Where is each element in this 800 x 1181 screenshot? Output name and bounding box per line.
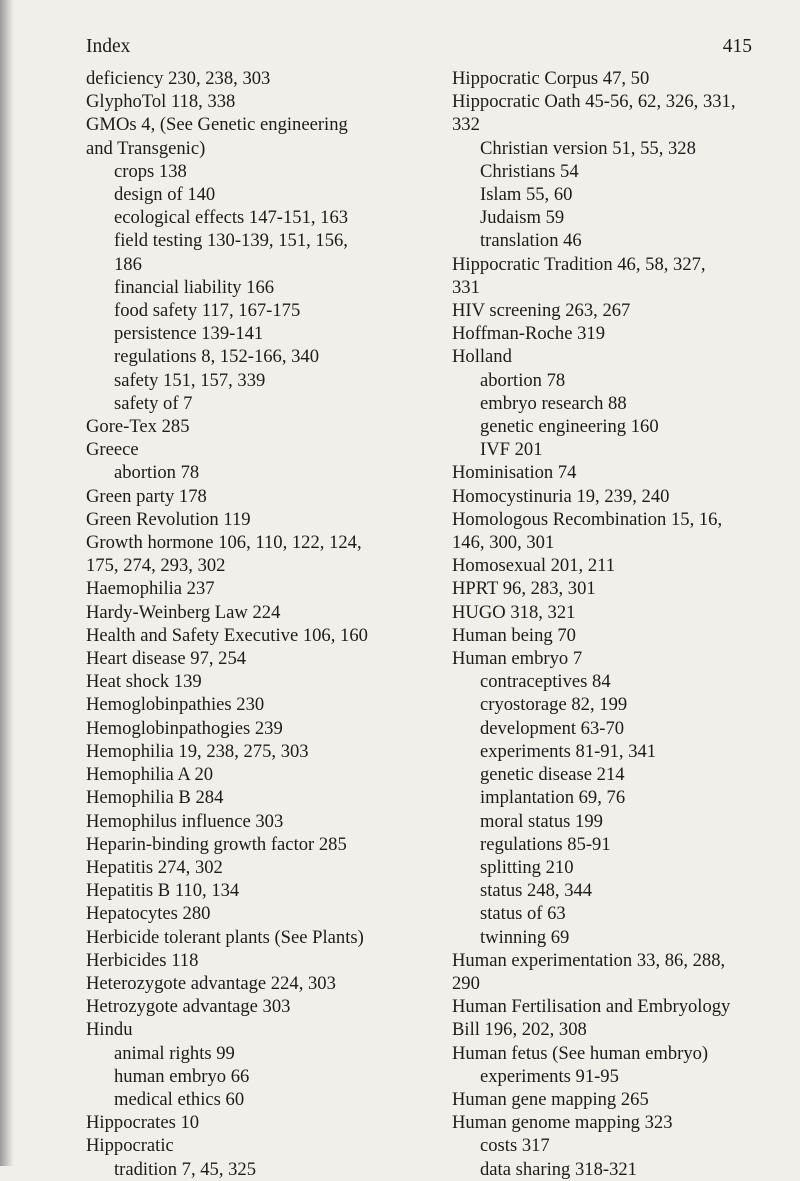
index-subentry: splitting 210 bbox=[480, 856, 574, 878]
index-entry: Human being 70 bbox=[452, 624, 576, 646]
index-subentry: regulations 85-91 bbox=[480, 833, 611, 855]
index-subentry: IVF 201 bbox=[480, 439, 543, 461]
index-entry: deficiency 230, 238, 303 bbox=[86, 68, 271, 89]
index-subentry: medical ethics 60 bbox=[114, 1088, 245, 1110]
index-entry: Holland bbox=[452, 346, 512, 368]
index-entry: HPRT 96, 283, 301 bbox=[452, 578, 596, 600]
index-subentry: experiments 81-91, 341 bbox=[480, 740, 657, 762]
index-subentry: embryo research 88 bbox=[480, 392, 627, 414]
index-entry: Heparin-binding growth factor 285 bbox=[86, 833, 347, 855]
index-entry: Hippocratic Tradition 46, 58, 327, bbox=[452, 253, 706, 275]
index-column-right bbox=[452, 67, 762, 1181]
index-subentry: safety of 7 bbox=[114, 392, 193, 414]
index-entry: Haemophilia 237 bbox=[86, 578, 215, 600]
index-subentry: abortion 78 bbox=[480, 369, 566, 391]
index-subentry: translation 46 bbox=[480, 230, 582, 252]
index-entry: Hepatitis 274, 302 bbox=[86, 856, 223, 878]
index-subentry: implantation 69, 76 bbox=[480, 787, 626, 809]
index-entry: Hepatitis B 110, 134 bbox=[86, 880, 240, 902]
index-subentry: development 63-70 bbox=[480, 717, 625, 739]
index-subentry: food safety 117, 167-175 bbox=[114, 300, 301, 322]
index-subentry: contraceptives 84 bbox=[480, 671, 611, 693]
index-subentry: financial liability 166 bbox=[114, 276, 275, 298]
index-entry: Human genome mapping 323 bbox=[452, 1112, 673, 1134]
index-entry: Greece bbox=[86, 439, 139, 461]
index-subentry: genetic engineering 160 bbox=[480, 416, 659, 438]
index-entry: Hemophilia 19, 238, 275, 303 bbox=[86, 740, 309, 762]
index-entry: GlyphoTol 118, 338 bbox=[86, 91, 236, 113]
index-entry: Heat shock 139 bbox=[86, 671, 202, 693]
index-entry: Hemophilus influence 303 bbox=[86, 810, 284, 832]
index-subentry: Islam 55, 60 bbox=[480, 184, 573, 206]
index-entry: Hardy-Weinberg Law 224 bbox=[86, 601, 281, 623]
index-entry: 146, 300, 301 bbox=[452, 532, 555, 554]
index-entry: Human experimentation 33, 86, 288, bbox=[452, 949, 726, 971]
index-entry: Hippocrates 10 bbox=[86, 1112, 200, 1134]
index-entry: Human Fertilisation and Embryology bbox=[452, 996, 731, 1018]
index-entry: Hemophilia B 284 bbox=[86, 787, 224, 809]
index-subentry: cryostorage 82, 199 bbox=[480, 694, 628, 716]
index-entry: Hemoglobinpathogies 239 bbox=[86, 717, 283, 739]
index-subentry: 186 bbox=[114, 253, 142, 275]
index-subentry: tradition 7, 45, 325 bbox=[114, 1158, 257, 1180]
index-subentry: status 248, 344 bbox=[480, 880, 593, 902]
index-subentry: twinning 69 bbox=[480, 926, 570, 948]
index-subentry: animal rights 99 bbox=[114, 1042, 235, 1064]
index-entry: HIV screening 263, 267 bbox=[452, 300, 631, 322]
index-entry: Human gene mapping 265 bbox=[452, 1088, 649, 1110]
index-entry: Hoffman-Roche 319 bbox=[452, 323, 606, 345]
book-spine-shadow bbox=[0, 0, 14, 1166]
index-entry: Homologous Recombination 15, 16, bbox=[452, 508, 723, 530]
index-entry: Herbicides 118 bbox=[86, 949, 199, 971]
index-entry: Homosexual 201, 211 bbox=[452, 555, 616, 577]
index-subentry: human embryo 66 bbox=[114, 1065, 250, 1087]
index-entry: Hemoglobinpathies 230 bbox=[86, 694, 265, 716]
index-subentry: safety 151, 157, 339 bbox=[114, 369, 266, 391]
index-entry: Homocystinuria 19, 239, 240 bbox=[452, 485, 670, 507]
index-subentry: moral status 199 bbox=[480, 810, 603, 832]
index-subentry: design of 140 bbox=[114, 184, 216, 206]
index-entry: Hepatocytes 280 bbox=[86, 903, 211, 925]
index-subentry: Christian version 51, 55, 328 bbox=[480, 137, 696, 159]
index-entry: Hemophilia A 20 bbox=[86, 764, 214, 786]
index-subentry: Judaism 59 bbox=[480, 207, 565, 229]
index-entry: 290 bbox=[452, 972, 480, 994]
index-entry: 332 bbox=[452, 114, 480, 136]
index-entry: Hippocratic bbox=[86, 1135, 174, 1157]
index-subentry: regulations 8, 152-166, 340 bbox=[114, 346, 320, 368]
index-column-left bbox=[86, 67, 412, 1181]
index-subentry: genetic disease 214 bbox=[480, 764, 625, 786]
index-subentry: costs 317 bbox=[480, 1135, 550, 1157]
index-subentry: crops 138 bbox=[114, 160, 187, 182]
page-header bbox=[86, 36, 752, 62]
section-title: Index bbox=[86, 36, 131, 57]
index-entry: Green Revolution 119 bbox=[86, 508, 251, 530]
index-entry: 175, 274, 293, 302 bbox=[86, 555, 226, 577]
index-entry: Hetrozygote advantage 303 bbox=[86, 996, 291, 1018]
index-entry: Health and Safety Executive 106, 160 bbox=[86, 624, 368, 646]
index-subentry: experiments 91-95 bbox=[480, 1065, 619, 1087]
index-subentry: status of 63 bbox=[480, 903, 566, 925]
index-entry: Herbicide tolerant plants (See Plants) bbox=[86, 926, 364, 948]
index-subentry: Christians 54 bbox=[480, 160, 579, 182]
index-entry: Hominisation 74 bbox=[452, 462, 577, 484]
index-entry: Bill 196, 202, 308 bbox=[452, 1019, 587, 1041]
index-entry: Human embryo 7 bbox=[452, 648, 583, 670]
index-entry: HUGO 318, 321 bbox=[452, 601, 576, 623]
index-entry: Hindu bbox=[86, 1019, 133, 1041]
index-entry: Heart disease 97, 254 bbox=[86, 648, 247, 670]
index-entry: Green party 178 bbox=[86, 485, 207, 507]
index-entry: GMOs 4, (See Genetic engineering bbox=[86, 114, 348, 136]
index-entry: and Transgenic) bbox=[86, 137, 206, 159]
index-subentry: persistence 139-141 bbox=[114, 323, 264, 345]
index-subentry: ecological effects 147-151, 163 bbox=[114, 207, 349, 229]
page-number: 415 bbox=[722, 36, 752, 57]
index-subentry: data sharing 318-321 bbox=[480, 1158, 637, 1180]
index-subentry: field testing 130-139, 151, 156, bbox=[114, 230, 348, 252]
index-entry: Human fetus (See human embryo) bbox=[452, 1042, 709, 1064]
index-entry: Gore-Tex 285 bbox=[86, 416, 190, 438]
index-entry: Hippocratic Oath 45-56, 62, 326, 331, bbox=[452, 91, 736, 113]
index-entry: 331 bbox=[452, 276, 480, 298]
index-subentry: abortion 78 bbox=[114, 462, 200, 484]
index-entry: Heterozygote advantage 224, 303 bbox=[86, 972, 336, 994]
index-entry: Hippocratic Corpus 47, 50 bbox=[452, 68, 650, 89]
index-entry: Growth hormone 106, 110, 122, 124, bbox=[86, 532, 362, 554]
